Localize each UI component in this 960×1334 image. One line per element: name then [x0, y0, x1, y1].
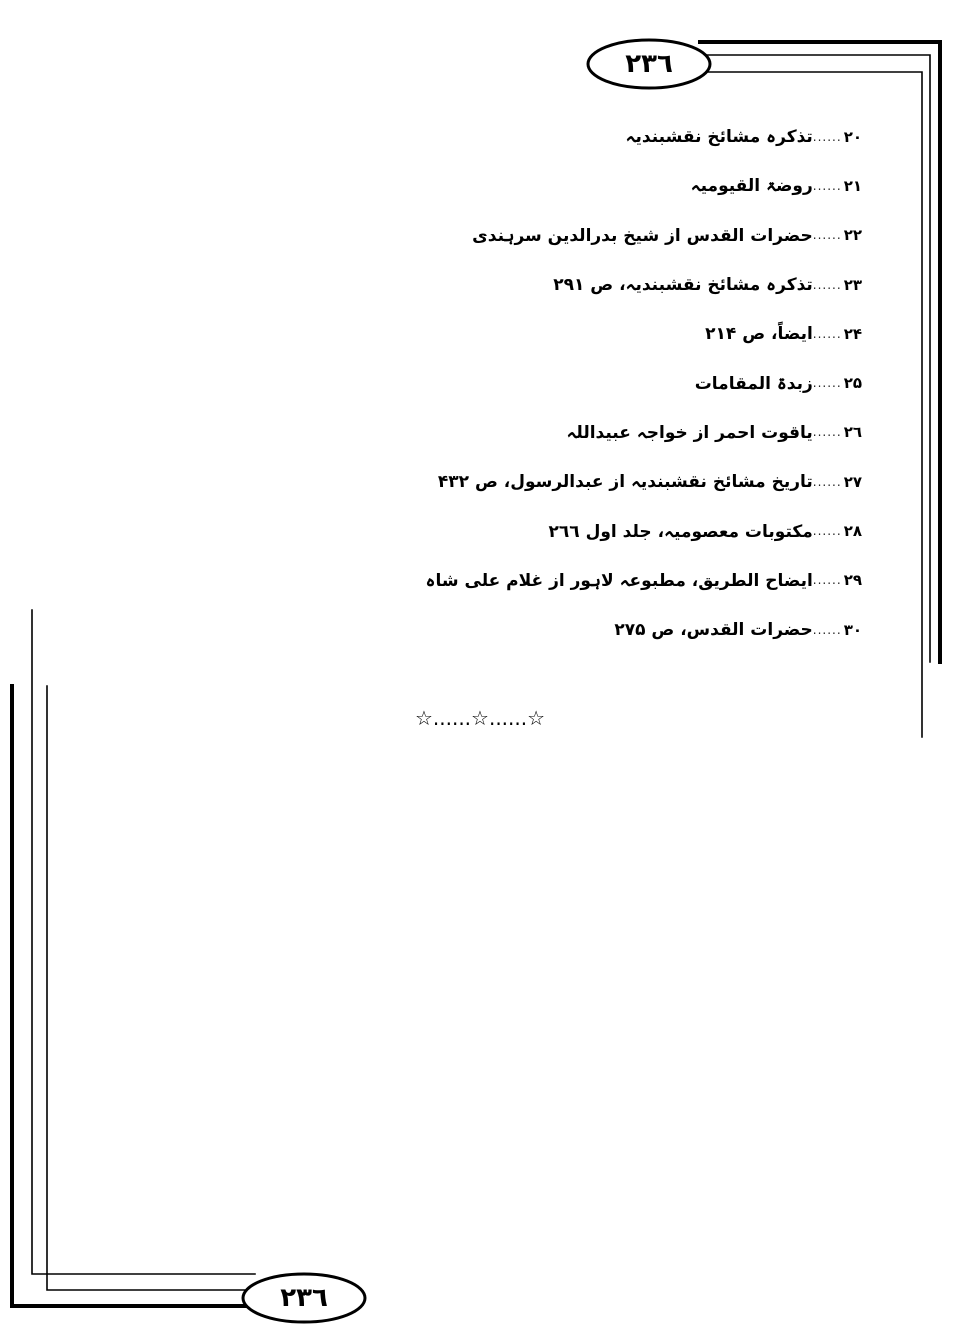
note-text: مکتوبات معصومیہ، جلد اول ۲٦٦	[548, 521, 813, 542]
list-item	[442, 408, 862, 457]
note-text: حضرات القدس از شیخ بدرالدین سرہندی	[472, 225, 813, 246]
note-dots: ......	[812, 376, 842, 391]
note-dots: ......	[812, 178, 842, 193]
page-number-bottom: ۲۳٦	[280, 1283, 328, 1313]
note-dots: ......	[812, 425, 842, 440]
note-text: تذکرہ مشائخ نقشبندیہ	[625, 127, 813, 148]
list-item	[442, 211, 862, 260]
footnote-list	[425, 112, 862, 654]
note-dots: ......	[812, 573, 842, 588]
note-number: ۲۰	[843, 127, 862, 146]
note-number: ۲۸	[843, 522, 862, 541]
end-ornament: ☆......☆......☆	[414, 706, 546, 730]
note-number: ۲۵	[843, 374, 862, 393]
note-number: ۲۷	[843, 472, 862, 491]
note-dots: ......	[812, 326, 842, 341]
page-number-top: ۲۳٦	[625, 49, 673, 79]
list-item	[442, 605, 862, 654]
list-item	[437, 457, 862, 506]
note-dots: ......	[812, 524, 842, 539]
list-item	[442, 358, 862, 407]
note-number: ۲۳	[843, 275, 862, 294]
note-dots: ......	[812, 474, 842, 489]
note-dots: ......	[812, 277, 842, 292]
note-number: ۲٦	[843, 423, 862, 442]
note-text: زبدۃ المقامات	[694, 373, 813, 394]
note-number: ۳۰	[843, 620, 862, 639]
note-text: ایضاح الطریق، مطبوعہ لاہور از غلام علی شاہ	[425, 570, 813, 591]
note-dots: ......	[812, 622, 842, 637]
note-number: ۲۹	[843, 571, 862, 590]
list-item	[442, 161, 862, 210]
note-text: تاریخ مشائخ نقشبندیہ از عبدالرسول، ص ۴۳۲	[437, 472, 813, 493]
note-number: ۲۱	[843, 176, 862, 195]
list-item	[442, 506, 862, 555]
note-text: یاقوت احمر از خواجہ عبیداللہ	[566, 422, 813, 443]
note-dots: ......	[812, 129, 842, 144]
note-text: حضرات القدس، ص ۲۷۵	[614, 619, 813, 640]
list-item	[442, 112, 862, 161]
note-number: ۲۲	[843, 226, 862, 245]
note-dots: ......	[812, 228, 842, 243]
list-item	[442, 260, 862, 309]
note-text: ایضاً، ص ۲۱۴	[705, 323, 813, 344]
note-text: تذکرہ مشائخ نقشبندیہ، ص ۲۹۱	[553, 275, 813, 296]
list-item	[442, 309, 862, 358]
list-item	[425, 556, 862, 605]
note-text: روضۃ القیومیہ	[690, 176, 813, 197]
note-number: ۲۴	[843, 324, 862, 343]
